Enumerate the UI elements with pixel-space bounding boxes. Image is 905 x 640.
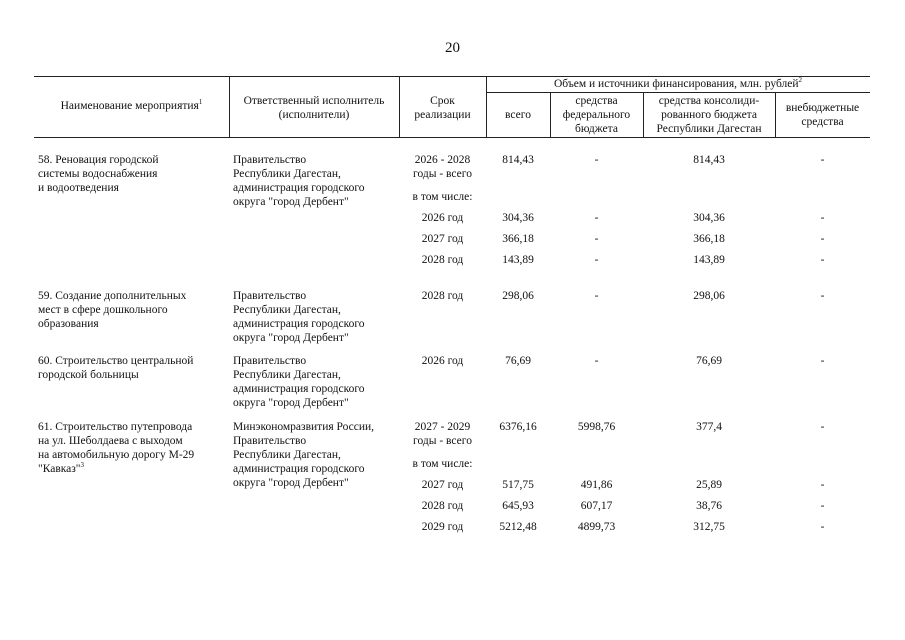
total-cell: 517,75 xyxy=(502,479,534,491)
period-cell: 2028 год xyxy=(421,254,464,266)
consolidated-cell: 143,89 xyxy=(693,254,725,266)
period-line: 2026 - 2028 xyxy=(414,154,471,166)
federal-cell: 607,17 xyxy=(580,500,613,512)
federal-cell: - xyxy=(594,290,599,302)
total-cell: 5212,48 xyxy=(499,521,537,533)
row-executor-line: администрация городского xyxy=(233,463,365,475)
page-number: 20 xyxy=(445,40,460,56)
table-row-60-executor xyxy=(233,354,365,410)
consolidated-cell: 76,69 xyxy=(696,355,722,367)
offbudget-cell: - xyxy=(820,212,825,224)
row-executor-line: Правительство xyxy=(233,290,307,302)
row-name-line: 60. Строительство центральной xyxy=(38,355,194,367)
consolidated-cell: 304,36 xyxy=(693,212,725,224)
table-row-60-name xyxy=(38,354,193,382)
row-executor-line: Правительство xyxy=(233,435,307,447)
header-total xyxy=(486,108,550,122)
row-executor-line: округа "город Дербент" xyxy=(233,397,349,409)
period-cell: 2028 год xyxy=(421,290,464,302)
header-total-label: всего xyxy=(505,109,531,121)
total-cell: 304,36 xyxy=(502,212,534,224)
period-cell xyxy=(399,153,486,181)
header-executor xyxy=(229,94,399,122)
row-executor-line: Минэкономразвития России, xyxy=(233,421,375,433)
total-cell: 76,69 xyxy=(505,355,531,367)
consolidated-cell: 38,76 xyxy=(696,500,722,512)
header-federal-line: бюджета xyxy=(575,123,618,135)
header-federal-line: средства xyxy=(575,95,618,107)
total-cell: 143,89 xyxy=(502,254,534,266)
row-executor-line: округа "город Дербент" xyxy=(233,196,349,208)
row-name-line: городской больницы xyxy=(38,369,139,381)
period-line: годы - всего xyxy=(413,168,472,180)
period-cell: 2026 год xyxy=(421,212,464,224)
header-name-label: Наименование мероприятия xyxy=(60,100,199,112)
consolidated-cell: 377,4 xyxy=(696,421,722,433)
row-name-line: мест в сфере дошкольного xyxy=(38,304,168,316)
row-executor-line: Республики Дагестан, xyxy=(233,304,341,316)
header-federal xyxy=(550,94,643,136)
header-executor-line: (исполнители) xyxy=(278,109,350,121)
period-cell: 2029 год xyxy=(421,521,464,533)
row-executor-line: Республики Дагестан, xyxy=(233,369,341,381)
total-cell: 366,18 xyxy=(502,233,534,245)
header-executor-line: Ответственный исполнитель xyxy=(243,95,385,107)
row-name-line: 59. Создание дополнительных xyxy=(38,290,187,302)
row-executor-line: округа "город Дербент" xyxy=(233,477,349,489)
offbudget-cell: - xyxy=(820,154,825,166)
header-consolidated-line: Республики Дагестан xyxy=(656,123,762,135)
row-executor-line: округа "город Дербент" xyxy=(233,332,349,344)
period-cell: в том числе: xyxy=(412,191,473,203)
period-line: 2027 - 2029 xyxy=(414,421,471,433)
header-period xyxy=(399,94,486,122)
row-name-line: образования xyxy=(38,318,99,330)
federal-cell: 491,86 xyxy=(580,479,613,491)
header-consolidated xyxy=(643,94,775,136)
total-cell: 645,93 xyxy=(502,500,534,512)
row-name-line: системы водоснабжения xyxy=(38,168,158,180)
offbudget-cell: - xyxy=(820,421,825,433)
header-offbudget-line: внебюджетные xyxy=(785,102,860,114)
consolidated-cell: 814,43 xyxy=(693,154,725,166)
header-financing-footnote: 2 xyxy=(798,76,803,85)
consolidated-cell: 312,75 xyxy=(693,521,725,533)
federal-cell: - xyxy=(594,154,599,166)
row-executor-line: Правительство xyxy=(233,154,307,166)
period-cell: 2027 год xyxy=(421,479,464,491)
header-financing-label: Объем и источники финансирования, млн. рублей xyxy=(553,78,799,90)
table-row-61-name xyxy=(38,420,194,476)
header-offbudget xyxy=(775,101,870,129)
row-name-line: и водоотведения xyxy=(38,182,119,194)
federal-cell: - xyxy=(594,212,599,224)
offbudget-cell: - xyxy=(820,290,825,302)
federal-cell: 5998,76 xyxy=(577,421,616,433)
row-name-text: "Кавказ" xyxy=(38,463,81,475)
header-name xyxy=(34,99,229,113)
table-row-59-executor xyxy=(233,289,365,345)
period-line: годы - всего xyxy=(413,435,472,447)
offbudget-cell: - xyxy=(820,233,825,245)
consolidated-cell: 366,18 xyxy=(693,233,725,245)
table-header-bottom-rule xyxy=(34,137,870,138)
table-row-59-name xyxy=(38,289,186,331)
header-period-line: Срок xyxy=(430,95,455,107)
financing-group-rule xyxy=(486,92,870,93)
header-consolidated-line: средства консолиди- xyxy=(658,95,760,107)
offbudget-cell: - xyxy=(820,500,825,512)
period-cell xyxy=(399,420,486,448)
table-row-58-name xyxy=(38,153,159,195)
row-name-footnote: 3 xyxy=(80,461,85,470)
period-cell: 2027 год xyxy=(421,233,464,245)
federal-cell: - xyxy=(594,355,599,367)
row-executor-line: администрация городского xyxy=(233,318,365,330)
offbudget-cell: - xyxy=(820,355,825,367)
row-name-line: на ул. Шеболдаева с выходом xyxy=(38,435,183,447)
period-cell: в том числе: xyxy=(412,458,473,470)
row-executor-line: администрация городского xyxy=(233,182,365,194)
table-row-61-executor xyxy=(233,420,374,490)
row-executor-line: Республики Дагестан, xyxy=(233,168,341,180)
offbudget-cell: - xyxy=(820,254,825,266)
federal-cell: - xyxy=(594,254,599,266)
header-offbudget-line: средства xyxy=(801,116,844,128)
table-row-58-executor xyxy=(233,153,365,209)
period-cell: 2026 год xyxy=(421,355,464,367)
row-executor-line: администрация городского xyxy=(233,383,365,395)
row-name-line: на автомобильную дорогу М-29 xyxy=(38,449,195,461)
header-period-line: реализации xyxy=(414,109,471,121)
header-name-footnote: 1 xyxy=(198,98,203,107)
consolidated-cell: 25,89 xyxy=(696,479,722,491)
federal-cell: 4899,73 xyxy=(577,521,616,533)
offbudget-cell: - xyxy=(820,521,825,533)
header-federal-line: федерального xyxy=(562,109,631,121)
offbudget-cell: - xyxy=(820,479,825,491)
period-cell: 2028 год xyxy=(421,500,464,512)
header-financing-group xyxy=(486,77,870,91)
row-name-line xyxy=(38,462,194,476)
federal-cell: - xyxy=(594,233,599,245)
consolidated-cell: 298,06 xyxy=(693,290,725,302)
row-executor-line: Республики Дагестан, xyxy=(233,449,341,461)
row-executor-line: Правительство xyxy=(233,355,307,367)
total-cell: 298,06 xyxy=(502,290,534,302)
row-name-line: 58. Реновация городской xyxy=(38,154,159,166)
total-cell: 6376,16 xyxy=(499,421,537,433)
row-name-line: 61. Строительство путепровода xyxy=(38,421,193,433)
total-cell: 814,43 xyxy=(502,154,534,166)
header-consolidated-line: рованного бюджета xyxy=(661,109,757,121)
